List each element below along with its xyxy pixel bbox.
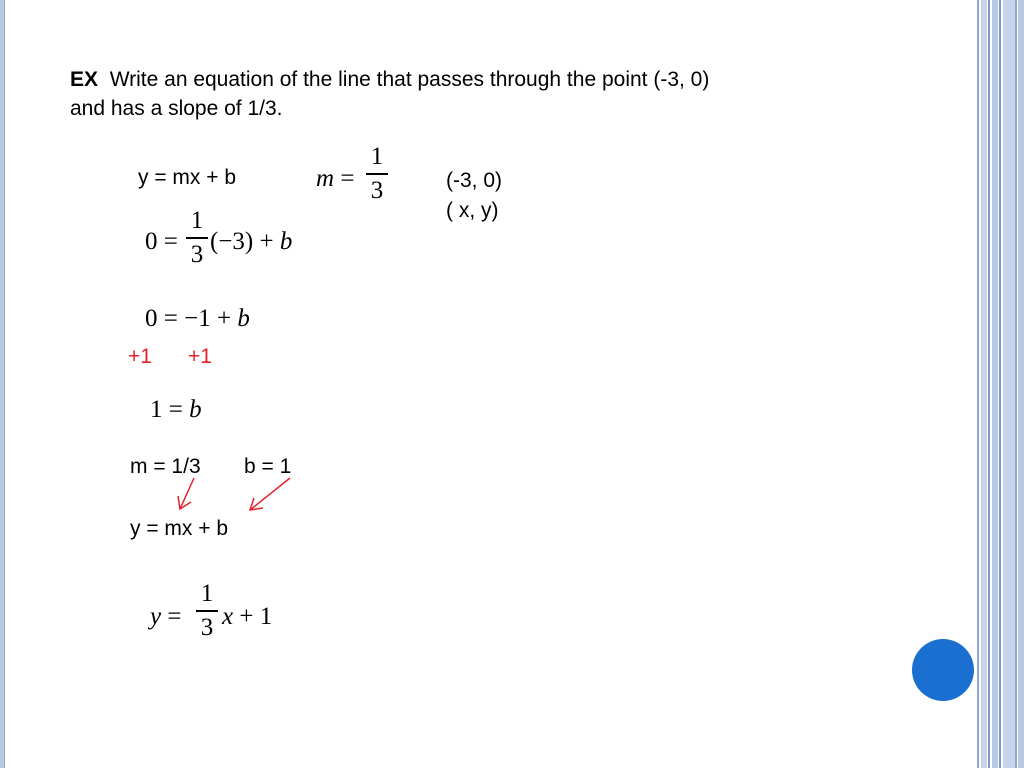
slope-intercept-formula: y = mx + b (138, 166, 237, 189)
step2-b: b (237, 305, 250, 332)
step2-text: 0 = −1 + (145, 305, 238, 332)
final-equals: = (161, 603, 182, 630)
example-label: EX (70, 68, 99, 91)
final-fraction (196, 580, 218, 642)
final-rest: + 1 (233, 603, 273, 630)
final-y: y (150, 603, 162, 630)
m-value: m = 1/3 (130, 455, 201, 478)
arrow-to-b (250, 478, 290, 510)
b-value: b = 1 (244, 455, 292, 478)
step1-denominator: 3 (190, 240, 204, 268)
point-coordinates: (-3, 0) (446, 169, 503, 192)
step3-b: b (189, 396, 202, 423)
slope-variable: m (316, 165, 335, 192)
slope-denominator: 3 (370, 176, 384, 204)
equals-sign: = (340, 165, 355, 192)
slope-intercept-formula-2: y = mx + b (130, 517, 229, 540)
problem-text-2: and has a slope of 1/3. (70, 97, 283, 120)
add-one-right: +1 (188, 345, 212, 368)
step1-rest: (−3) + (210, 228, 280, 255)
step3-text: 1 = (150, 396, 190, 423)
slope-numerator: 1 (370, 143, 384, 170)
fraction-bar (196, 610, 218, 612)
final-denominator: 3 (200, 613, 214, 641)
final-numerator: 1 (200, 580, 214, 607)
step1-lhs: 0 = (145, 228, 178, 255)
final-x: x (222, 603, 234, 630)
step1-numerator: 1 (190, 207, 204, 234)
final-rhs (222, 603, 272, 631)
problem-text-1: Write an equation of the line that passes through the point (-3, 0) (109, 68, 710, 91)
step1-b: b (279, 228, 293, 255)
add-one-left: +1 (128, 345, 152, 368)
point-variables: ( x, y) (446, 199, 499, 222)
final-lhs (150, 603, 181, 631)
